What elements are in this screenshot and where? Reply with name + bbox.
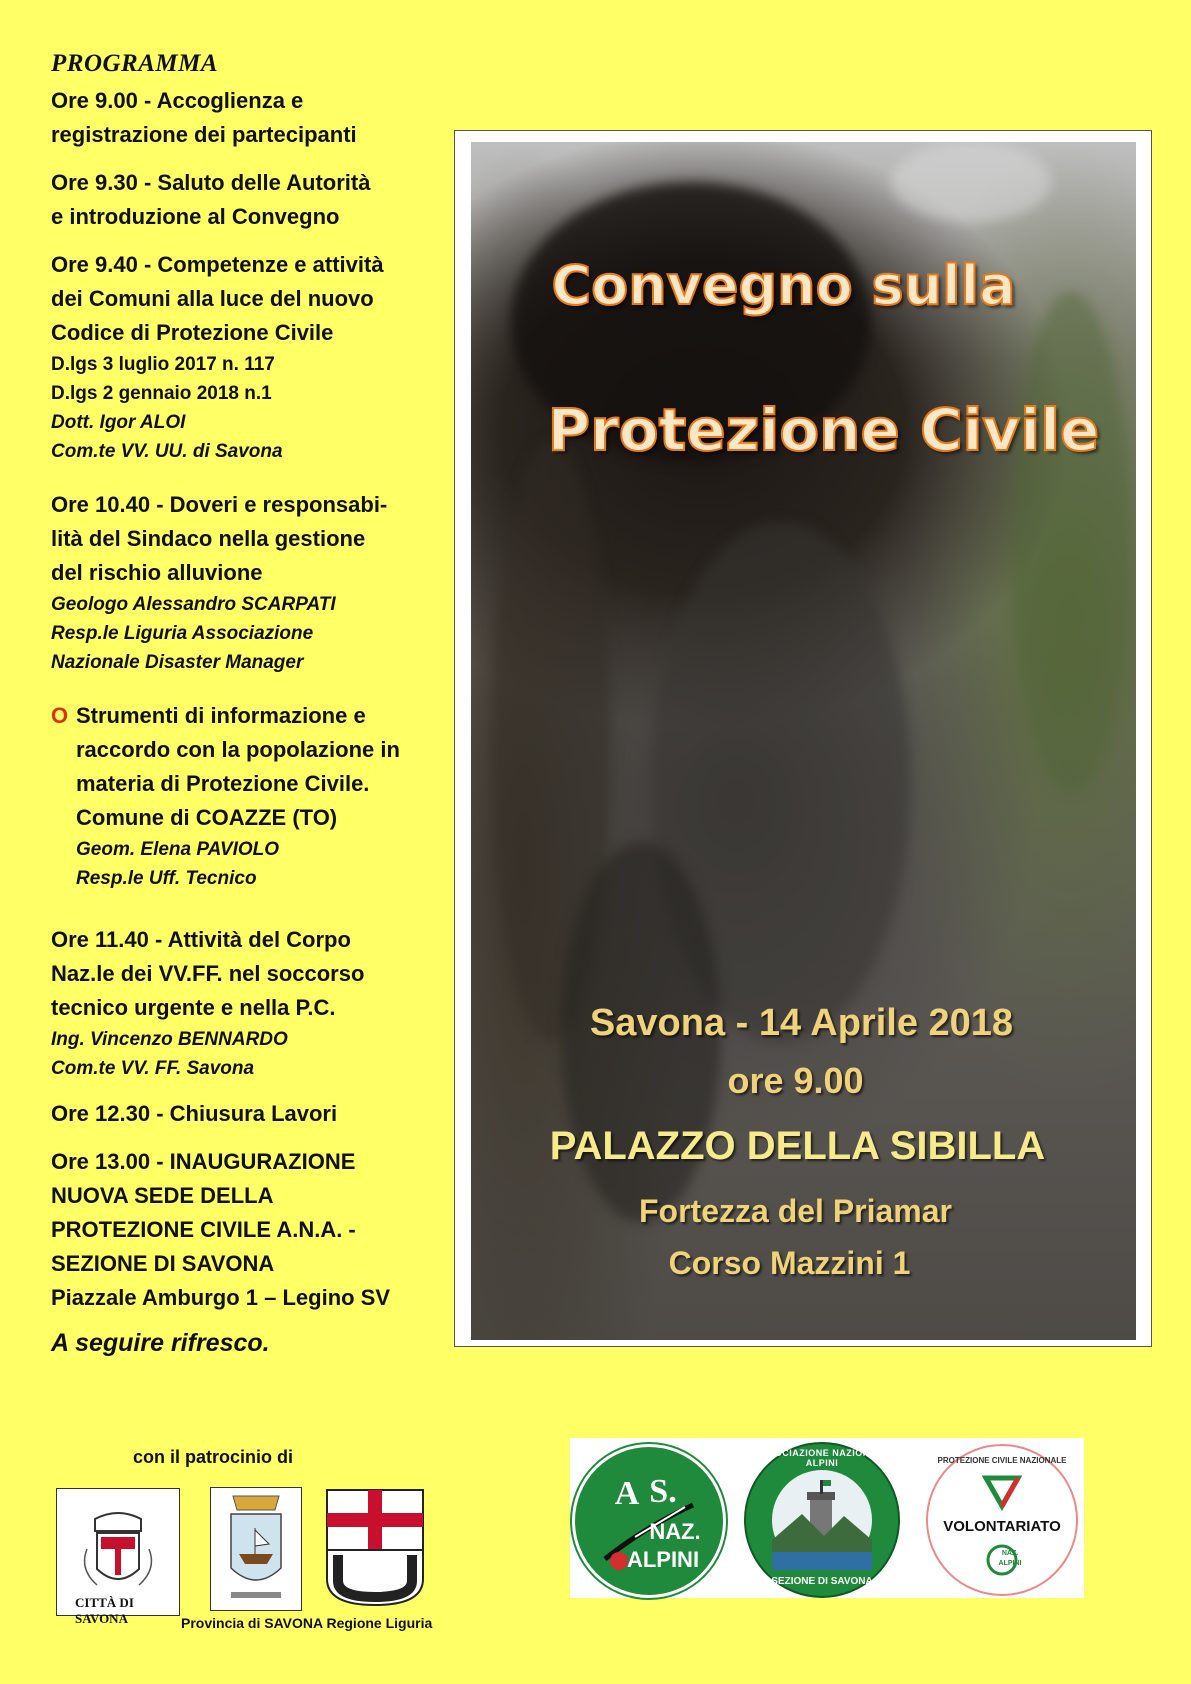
ana-savona-logo: [744, 1442, 900, 1598]
program-item: Ore 11.40 - Attività del Corpo Naz.le dei VV.FF. nel soccorso tecnico urgente e nella P.C. Ing. Vincenzo BENNARDO Com.te VV. FF. Savona: [51, 923, 441, 1083]
law-reference: D.lgs 3 luglio 2017 n. 117: [51, 354, 275, 375]
ana-logo-letter: A: [614, 1475, 640, 1512]
ana-logo-alpini: ALPINI: [626, 1547, 700, 1572]
event-venue: PALAZZO DELLA SIBILLA: [549, 1124, 1046, 1168]
coat-of-arms-icon: [211, 1488, 301, 1610]
pc-logo-center: VOLONTARIATO: [943, 1518, 1061, 1535]
poster-title-line2: Protezione Civile: [547, 396, 1100, 464]
bullet-o: O: [51, 703, 69, 728]
speaker-role: Resp.le Liguria Associazione: [51, 623, 314, 644]
event-time: ore 9.00: [727, 1060, 864, 1101]
program-item: O Strumenti di informazione e raccordo con la popolazione in materia di Protezione Civile. Comune di COAZZE (TO) Geom. Elena PAVIOLO Resp.le Uff. Tecnico: [51, 699, 441, 893]
ana-logo-naz: NAZ.: [649, 1519, 701, 1544]
poster-frame: [454, 130, 1152, 1347]
program-item: Ore 13.00 - INAUGURAZIONE NUOVA SEDE DELLA PROTEZIONE CIVILE A.N.A. - SEZIONE DI SAVONA Piazzale Amburgo 1 – Legino SV: [51, 1149, 391, 1310]
speaker-name: Ing. Vincenzo BENNARDO: [51, 1029, 288, 1050]
ana-savona-inner: [772, 1470, 872, 1570]
event-venue-line2: Fortezza del Priamar: [639, 1193, 952, 1229]
speaker-role: Com.te VV. UU. di Savona: [51, 441, 283, 462]
law-reference: D.lgs 2 gennaio 2018 n.1: [51, 383, 272, 404]
program-item: Ore 10.40 - Doveri e responsabi- lità del Sindaco nella gestione del rischio alluvione Geologo Alessandro SCARPATI Resp.le Liguria Associazione Nazionale Disaster Manager: [51, 488, 441, 677]
pc-logo-naz: NAZ.: [1001, 1550, 1019, 1557]
program-item: Ore 9.00 - Accoglienza e registrazione dei partecipanti: [51, 88, 357, 147]
speaker-name: Geologo Alessandro SCARPATI: [51, 594, 336, 615]
program-item: Ore 9.40 - Competenze e attività dei Comuni alla luce del nuovo Codice di Protezione Civile D.lgs 3 luglio 2017 n. 117 D.lgs 2 gennaio 2018 n.1 Dott. Igor ALOI Com.te VV. UU. di Savona: [51, 248, 441, 466]
program-item: Ore 9.30 - Saluto delle Autorità e introduzione al Convegno: [51, 170, 371, 229]
pc-volontariato-logo: [926, 1444, 1078, 1596]
citta-savona-emblem: [56, 1488, 180, 1626]
pc-logo-ring: PROTEZIONE CIVILE NAZIONALE: [937, 1456, 1067, 1465]
speaker-role: Com.te VV. FF. Savona: [51, 1058, 255, 1079]
speaker-name: Geom. Elena PAVIOLO: [76, 839, 280, 860]
ana-savona-bottom: SEZIONE DI SAVONA: [771, 1576, 873, 1587]
citta-caption: CITTÀ DI SAVONA: [75, 1595, 134, 1626]
event-address: Corso Mazzini 1: [668, 1245, 911, 1281]
event-date: Savona - 14 Aprile 2018: [589, 1002, 1014, 1044]
ana-savona-ring: ASSOCIAZIONE NAZIONALE ALPINI: [754, 1448, 890, 1468]
ana-logo-s: S.: [649, 1473, 677, 1510]
liguria-shield-icon: [326, 1489, 424, 1606]
speaker-role: Resp.le Uff. Tecnico: [76, 868, 257, 889]
landslide-photo: [471, 142, 1136, 1340]
tower-icon: [772, 1470, 872, 1570]
pc-logo-alpini: ALPINI: [998, 1560, 1022, 1567]
program-column: [51, 50, 441, 1358]
regione-liguria-emblem: [326, 1489, 424, 1606]
program-title: PROGRAMMA: [51, 50, 219, 77]
patronage-caption: Provincia di SAVONA Regione Liguria: [181, 1615, 433, 1631]
refreshment-note: A seguire rifresco.: [51, 1329, 270, 1357]
ana-logo: [572, 1444, 726, 1598]
provincia-savona-emblem: [210, 1487, 302, 1611]
speaker-role: Nazionale Disaster Manager: [51, 652, 304, 673]
program-item: Ore 12.30 - Chiusura Lavori: [51, 1101, 338, 1126]
patronage-label: con il patrocinio di: [133, 1447, 294, 1467]
association-logos: [570, 1438, 1084, 1598]
speaker-name: Dott. Igor ALOI: [51, 412, 186, 433]
poster-title-line1: Convegno sulla: [551, 254, 1016, 317]
